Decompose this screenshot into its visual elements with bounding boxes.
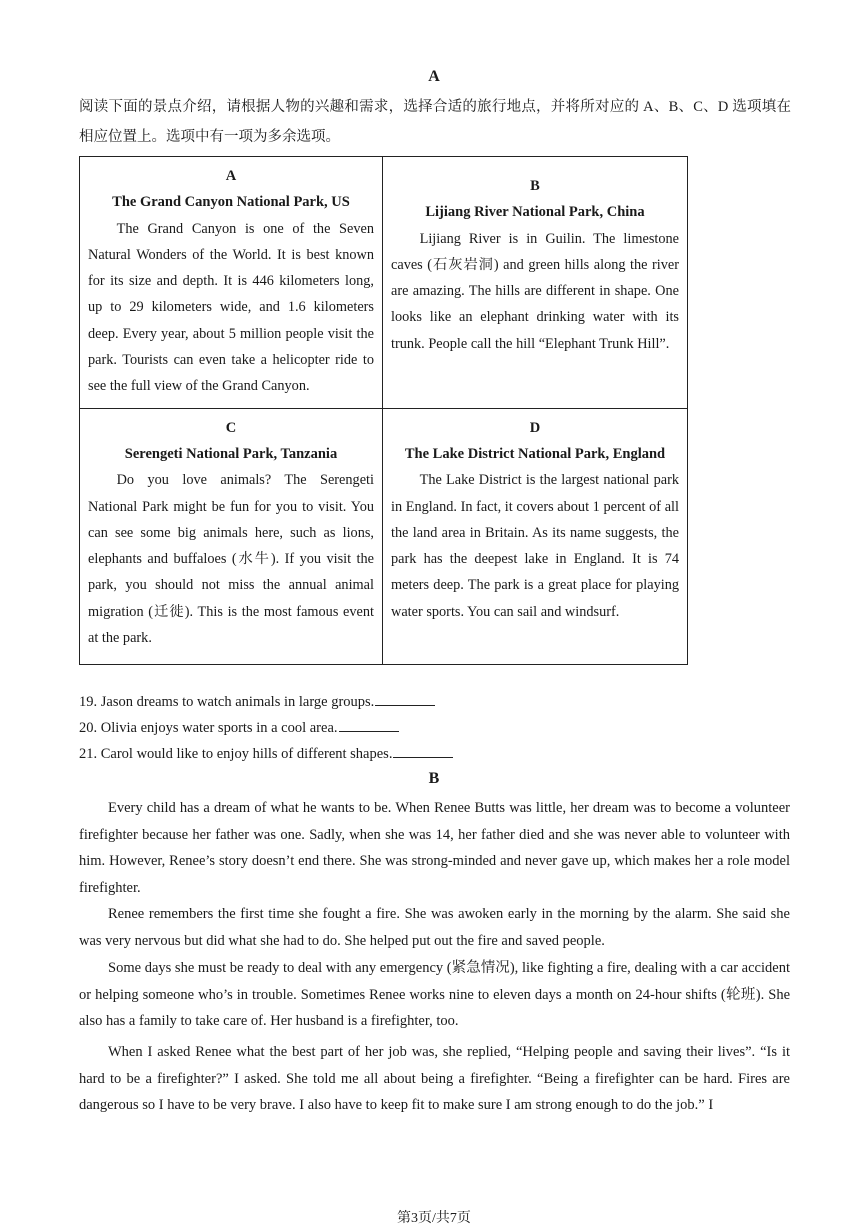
question-20 bbox=[79, 717, 399, 737]
answer-blank[interactable] bbox=[393, 743, 453, 758]
park-description: Lijiang River is in Guilin. The limestone caves (石灰岩洞) and green hills along the river are amazing. The hills are different in shape. One looks like an elephant drinking water with its trunk. People call the hill “Elephant Trunk Hill”. bbox=[391, 230, 679, 352]
section-b-heading: B bbox=[428, 770, 440, 787]
park-title: The Lake District National Park, England bbox=[404, 445, 666, 462]
question-text: 20. Olivia enjoys water sports in a cool area. bbox=[79, 720, 338, 736]
park-letter: D bbox=[529, 419, 541, 436]
question-text: 21. Carol would like to enjoy hills of different shapes. bbox=[79, 746, 393, 762]
parks-table bbox=[79, 156, 688, 665]
passage-paragraph: When I asked Renee what the best part of her job was, she replied, “Helping people and saving their lives”. “Is it hard to be a firefighter?” I asked. She told me all about being a firefighter. “Being a firefighter can be hard. Fires are dangerous so I have to be very brave. I also have to keep fit to make sure I am strong enough to do the job.” I bbox=[79, 1044, 790, 1113]
park-letter: C bbox=[225, 419, 237, 436]
park-description: The Lake District is the largest national park in England. In fact, it covers about 1 percent of all the land area in Britain. As its name suggests, the park has the deepest lake in England. It is 74 meters deep. The park is a great place for playing water sports. You can sail and windsurf. bbox=[391, 472, 679, 620]
park-cell-c bbox=[80, 408, 383, 664]
park-cell-d bbox=[383, 408, 688, 664]
answer-blank[interactable] bbox=[339, 717, 399, 732]
passage-paragraph: Renee remembers the first time she fought a fire. She was awoken early in the morning by the alarm. She said she was very nervous but did what she had to do. She helped put out the fire and saved people. bbox=[79, 906, 790, 949]
question-text: 19. Jason dreams to watch animals in large groups. bbox=[79, 694, 375, 710]
section-a-heading: A bbox=[428, 68, 440, 85]
park-title: The Grand Canyon National Park, US bbox=[112, 194, 350, 211]
park-cell-a bbox=[80, 157, 383, 409]
question-19 bbox=[79, 691, 435, 711]
answer-blank[interactable] bbox=[375, 691, 435, 706]
park-description: Do you love animals? The Serengeti National Park might be fun for you to visit. You can see some big animals here, such as lions, elephants and buffaloes (水牛). If you visit the park, you should not miss the annual animal migration (迁徙). This is the most famous event at the park. bbox=[88, 472, 374, 647]
park-title: Lijiang River National Park, China bbox=[425, 204, 645, 221]
section-a-instructions: 阅读下面的景点介绍，请根据人物的兴趣和需求，选择合适的旅行地点，并将所对应的 A、B、C、D 选项填在相应位置上。选项中有一项为多余选项。 bbox=[79, 99, 791, 145]
passage-paragraph: Every child has a dream of what he wants to be. When Renee Butts was little, her dream was to become a volunteer firefighter because her father was one. Sadly, when she was 14, her father died and she was never able to volunteer with him. However, Renee’s story doesn’t end there. She was strong-minded and never gave up, which makes her a role model firefighter. bbox=[79, 800, 790, 896]
park-description: The Grand Canyon is one of the Seven Natural Wonders of the World. It is best known for its size and depth. It is 446 kilometers long, up to 29 kilometers wide, and 1.6 kilometers deep. Every year, about 5 million people visit the park. Tourists can even take a helicopter ride to see the full view of the Grand Canyon. bbox=[88, 220, 374, 395]
park-letter: B bbox=[530, 178, 540, 194]
park-title: Serengeti National Park, Tanzania bbox=[124, 445, 338, 462]
park-cell-b bbox=[383, 157, 688, 409]
question-21 bbox=[79, 743, 453, 763]
page-number: 第3页/共7页 bbox=[397, 1211, 471, 1226]
passage-paragraph: Some days she must be ready to deal with any emergency (紧急情况), like fighting a fire, dealing with a car accident or helping someone who’s in trouble. Sometimes Renee works nine to eleven days a month on 24-hour shifts (轮班). She also has a family to take care of. Her husband is a firefighter, too. bbox=[79, 960, 790, 1029]
park-letter: A bbox=[225, 168, 237, 184]
